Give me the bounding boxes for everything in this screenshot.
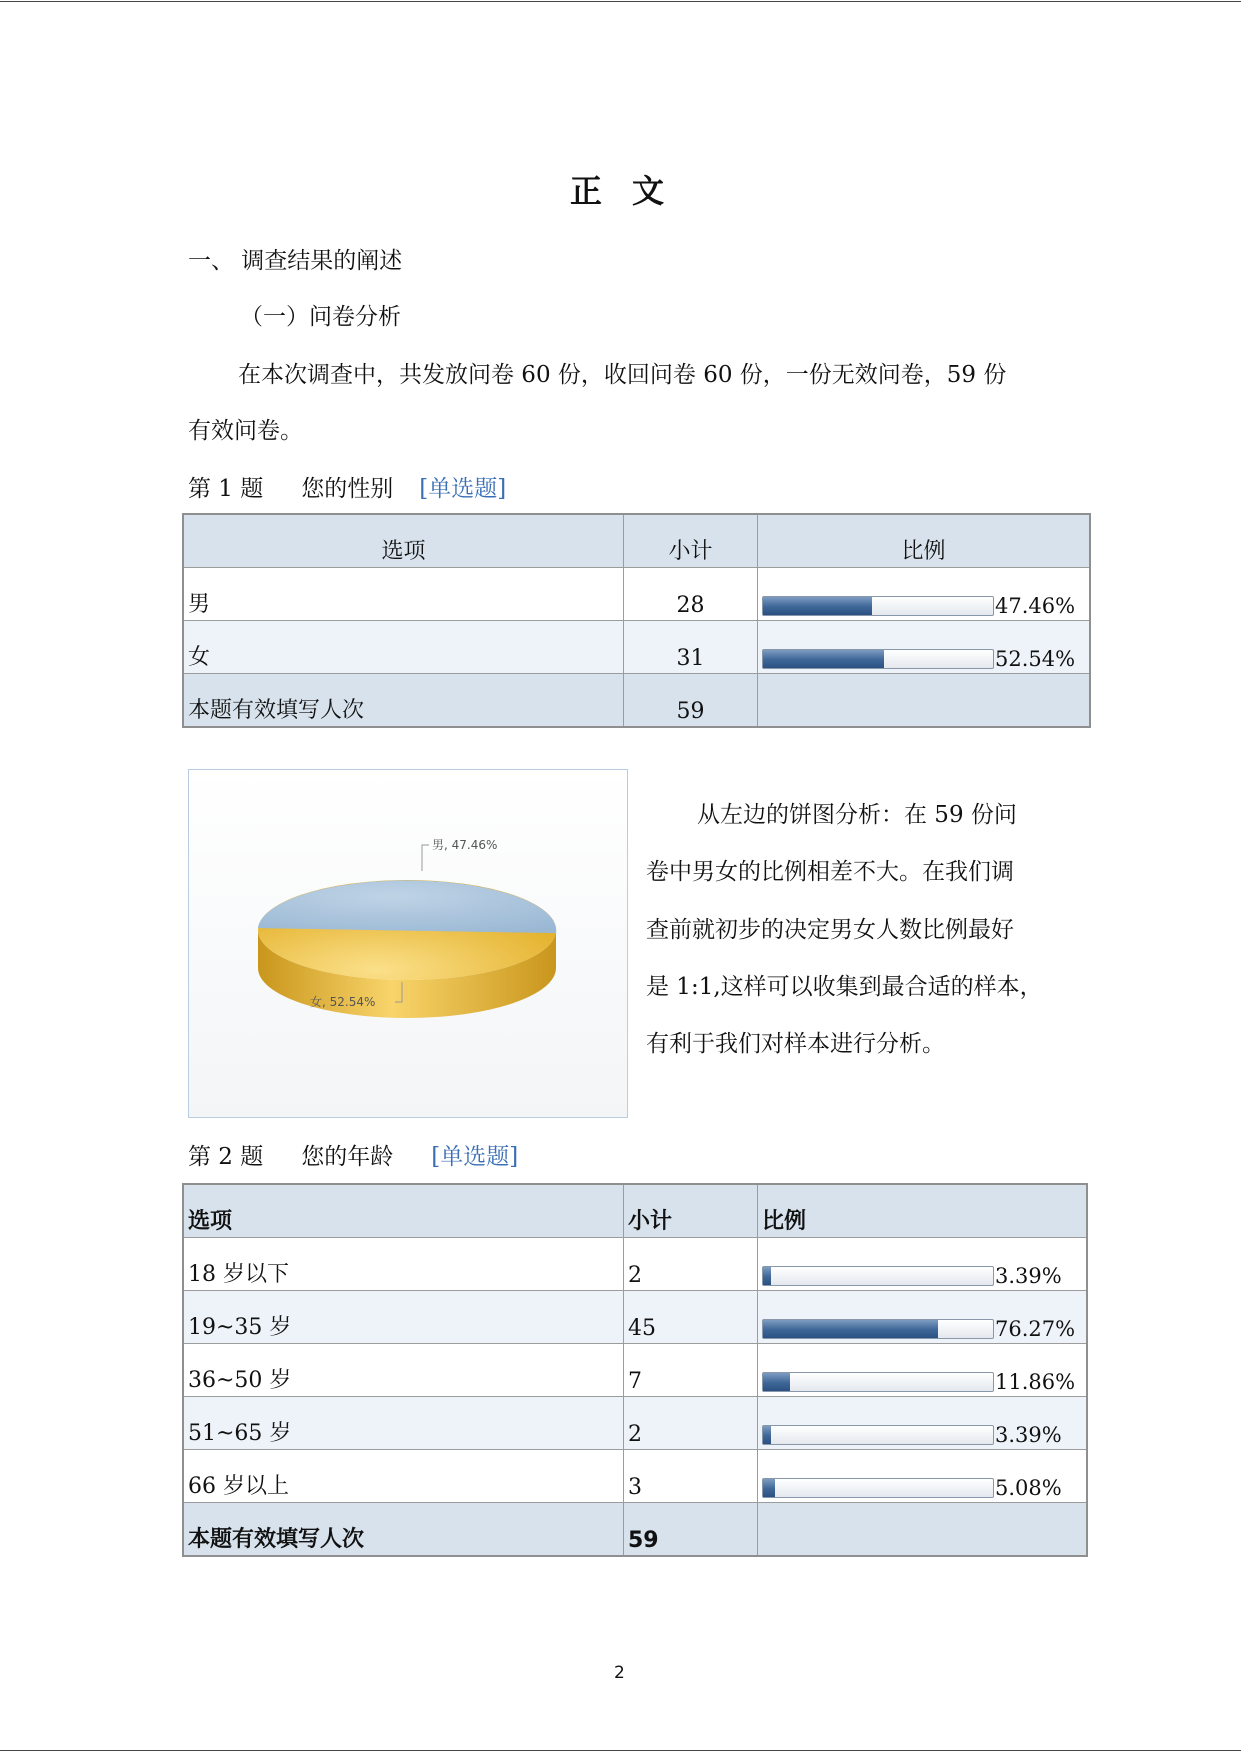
q2-heading [188, 1138, 518, 1171]
progress-fill [763, 1479, 775, 1497]
progress-bar [762, 649, 994, 669]
q1-table [182, 513, 1091, 728]
pie-text-line-2: 卷中男女的比例相差不大。在我们调 [646, 859, 1014, 885]
pie-label-male: 男, 47.46% [432, 838, 498, 852]
intro-line-1: 在本次调查中，共发放问卷 60 份，收回问卷 60 份，一份无效问卷，59 份 [238, 362, 1007, 388]
pie-text-line-4: 是 1:1,这样可以收集到最合适的样本， [646, 974, 1043, 1000]
table-footer-row [183, 1503, 1087, 1557]
q1-heading [188, 470, 506, 503]
progress-fill [763, 1320, 938, 1338]
row-ratio [758, 1344, 1088, 1397]
pie-chart-svg [189, 770, 627, 1117]
row-percent: 52.54% [995, 647, 1076, 671]
page-number: 2 [614, 1663, 625, 1683]
row-percent: 3.39% [995, 1423, 1062, 1447]
footer-label: 本题有效填写人次 [183, 1503, 624, 1557]
intro-line-2: 有效问卷。 [188, 418, 303, 444]
leader-line-male [422, 845, 429, 871]
header-ratio: 比例 [758, 514, 1091, 568]
table-row [183, 1344, 1087, 1397]
row-ratio [758, 568, 1091, 621]
row-percent: 5.08% [995, 1476, 1062, 1500]
pie-chart [188, 769, 628, 1118]
section-heading: 一、 调查结果的阐述 [188, 248, 403, 274]
header-count: 小计 [624, 1184, 758, 1238]
table-row [183, 1450, 1087, 1503]
row-count: 31 [624, 621, 758, 674]
progress-bar [762, 1319, 994, 1339]
q2-table [182, 1183, 1088, 1557]
row-option: 女 [183, 621, 624, 674]
header-count: 小计 [624, 514, 758, 568]
row-count: 2 [624, 1238, 758, 1291]
row-count: 2 [624, 1397, 758, 1450]
pie-text-line-5: 有利于我们对样本进行分析。 [646, 1031, 945, 1057]
top-rule [0, 1, 1241, 2]
row-percent: 3.39% [995, 1264, 1062, 1288]
page-title-right: 文 [632, 172, 667, 210]
row-ratio [758, 621, 1091, 674]
table-row [183, 1238, 1087, 1291]
footer-empty [758, 674, 1091, 728]
table-header-row [183, 514, 1090, 568]
row-count: 28 [624, 568, 758, 621]
header-option: 选项 [183, 1184, 624, 1238]
q1-question: 您的性别 [301, 476, 394, 502]
header-ratio: 比例 [758, 1184, 1088, 1238]
progress-bar [762, 1478, 994, 1498]
table-row [183, 568, 1090, 621]
footer-count: 59 [624, 1503, 758, 1557]
page-title-left: 正 [570, 172, 605, 210]
bottom-rule [0, 1750, 1241, 1751]
row-option: 36~50 岁 [183, 1344, 624, 1397]
footer-count: 59 [624, 674, 758, 728]
progress-fill [763, 597, 872, 615]
row-option: 男 [183, 568, 624, 621]
row-option: 51~65 岁 [183, 1397, 624, 1450]
table-header-row [183, 1184, 1087, 1238]
table-row [183, 621, 1090, 674]
progress-fill [763, 1267, 771, 1285]
header-option: 选项 [183, 514, 624, 568]
progress-fill [763, 650, 884, 668]
q2-question: 您的年龄 [301, 1144, 394, 1170]
row-percent: 11.86% [995, 1370, 1076, 1394]
table-footer-row [183, 674, 1090, 728]
q1-number: 第 1 题 [188, 476, 264, 502]
row-option: 19~35 岁 [183, 1291, 624, 1344]
row-ratio [758, 1291, 1088, 1344]
pie-text-line-1: 从左边的饼图分析：在 59 份问 [697, 802, 1017, 828]
table-row [183, 1397, 1087, 1450]
table-row [183, 1291, 1087, 1344]
progress-bar [762, 1372, 994, 1392]
pie-label-female: 女, 52.54% [310, 995, 376, 1009]
footer-empty [758, 1503, 1088, 1557]
q1-type: [单选题] [419, 476, 507, 502]
row-count: 7 [624, 1344, 758, 1397]
subsection-heading: （一）问卷分析 [240, 304, 401, 330]
progress-bar [762, 1425, 994, 1445]
row-percent: 47.46% [995, 594, 1076, 618]
q2-number: 第 2 题 [188, 1144, 264, 1170]
page-title [570, 166, 666, 212]
pie-text-line-3: 查前就初步的决定男女人数比例最好 [646, 917, 1014, 943]
progress-fill [763, 1373, 790, 1391]
row-option: 66 岁以上 [183, 1450, 624, 1503]
row-ratio [758, 1238, 1088, 1291]
progress-fill [763, 1426, 771, 1444]
row-percent: 76.27% [995, 1317, 1076, 1341]
row-ratio [758, 1397, 1088, 1450]
progress-bar [762, 596, 994, 616]
q2-type: [单选题] [431, 1144, 519, 1170]
footer-label: 本题有效填写人次 [183, 674, 624, 728]
row-option: 18 岁以下 [183, 1238, 624, 1291]
row-ratio [758, 1450, 1088, 1503]
progress-bar [762, 1266, 994, 1286]
row-count: 3 [624, 1450, 758, 1503]
row-count: 45 [624, 1291, 758, 1344]
